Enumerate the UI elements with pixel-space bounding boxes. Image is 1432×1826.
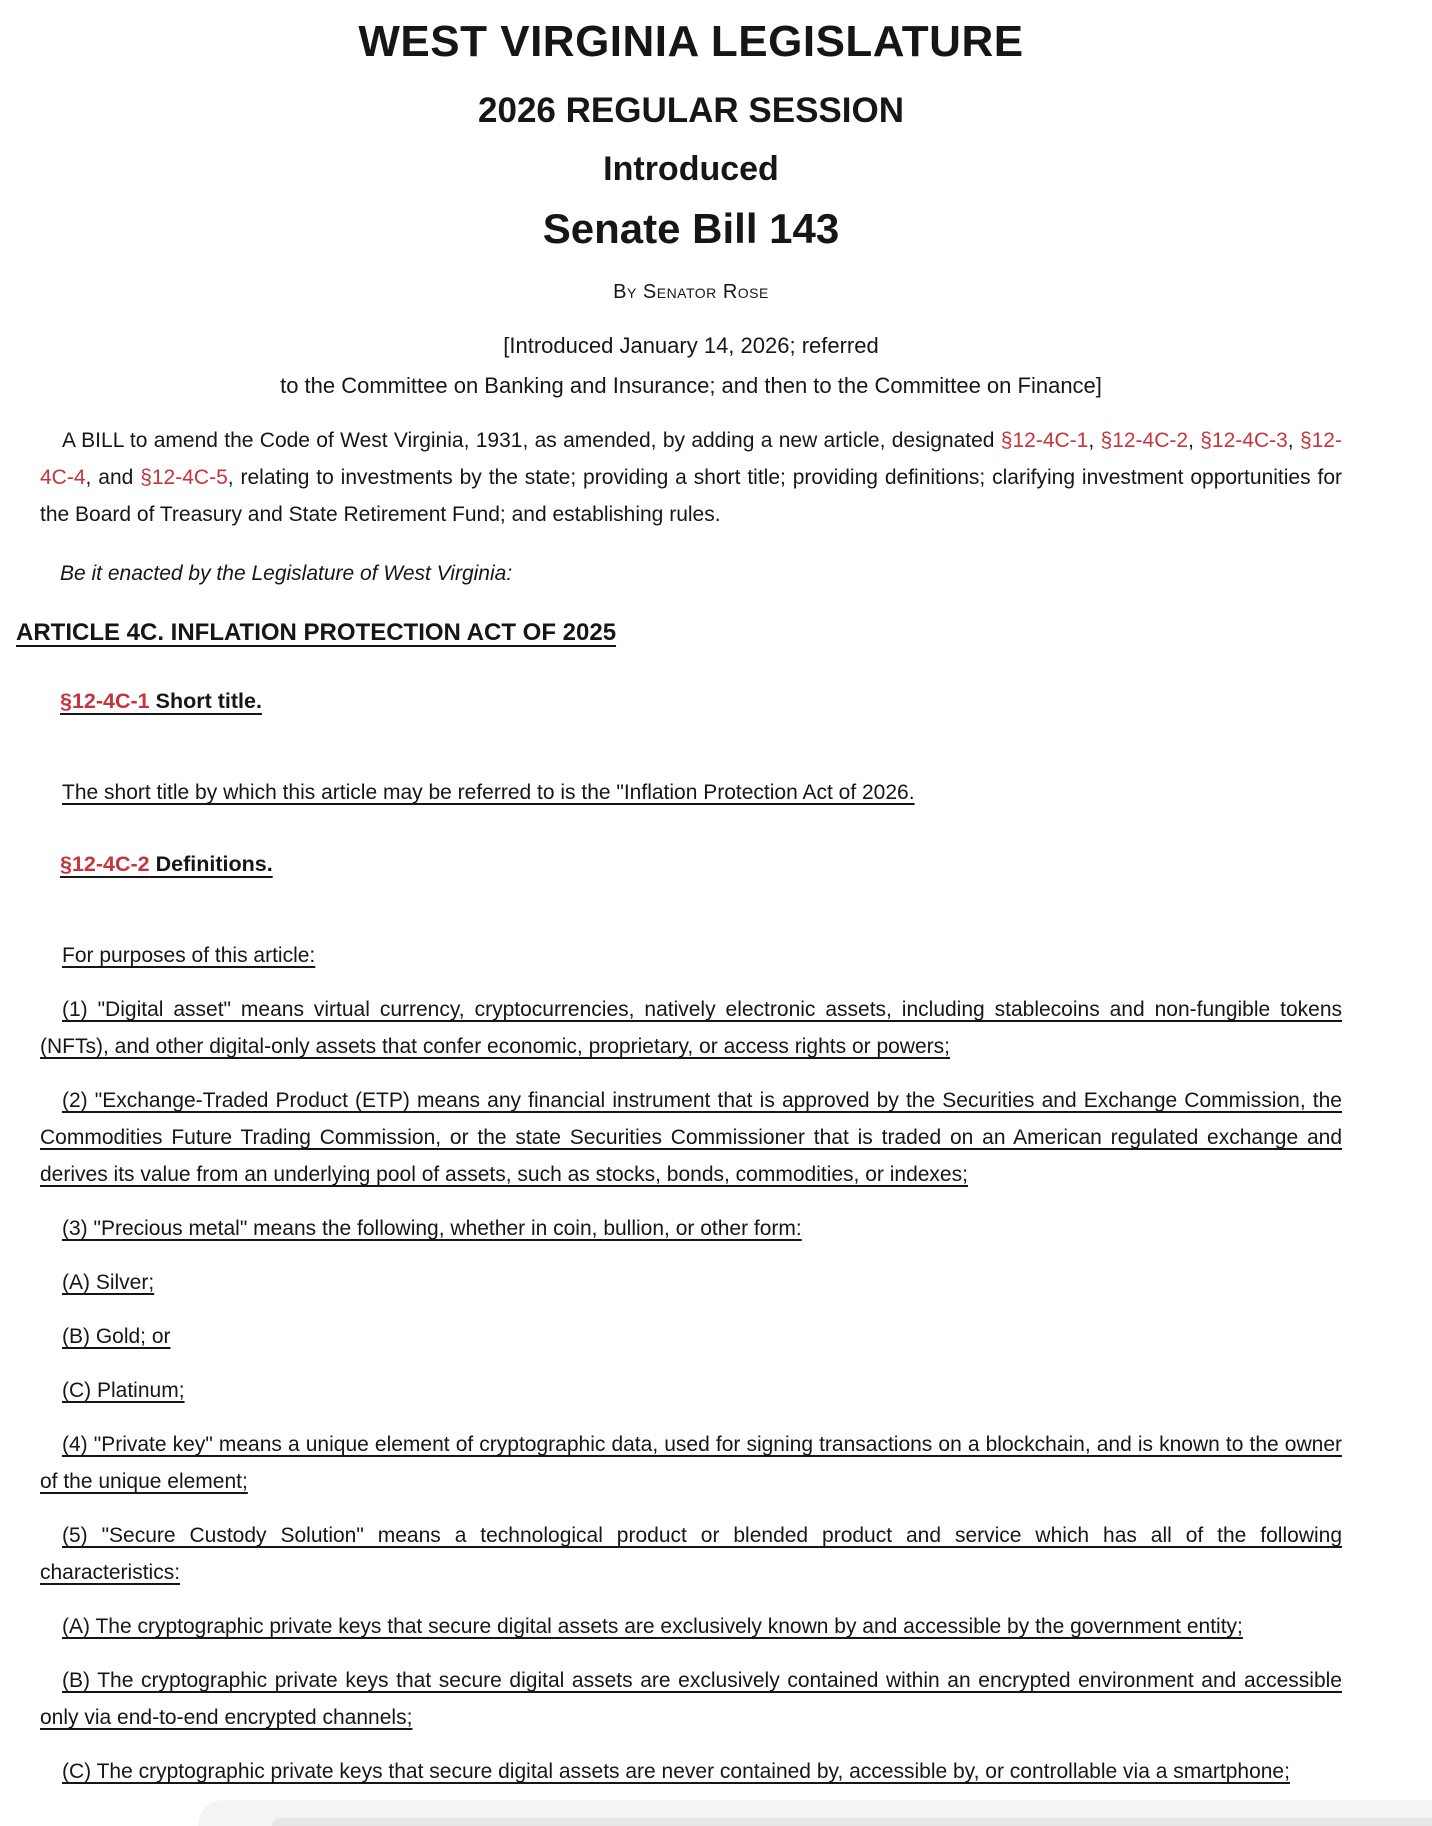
- bill-digest: [40, 422, 1342, 533]
- section-heading: [60, 849, 1342, 879]
- bill-paragraph: (2) "Exchange-Traded Product (ETP) means any financial instrument that is approved by the Securities and Exchange Commission, the Commodities Future Trading Commission, or the state Securities Commissioner that is traded on an American regulated exchange and derives its value from an underlying pool of assets, such as stocks, bonds, commodities, or indexes;: [40, 1089, 1342, 1186]
- code-section-ref[interactable]: §12-4C-1: [1000, 429, 1089, 452]
- article-body: [40, 686, 1342, 1790]
- bill-paragraph: (1) "Digital asset" means virtual currency, cryptocurrencies, natively electronic assets, including stablecoins and non-fungible tokens (NFTs), and other digital-only assets that confer economic, proprietary, or access rights or powers;: [40, 998, 1342, 1058]
- footer-bar: [272, 1818, 1432, 1826]
- referral-line-1: [Introduced January 14, 2026; referred: [503, 333, 879, 358]
- session-title: 2026 REGULAR SESSION: [478, 91, 904, 130]
- referral-line-2: to the Committee on Banking and Insurance; and then to the Committee on Finance]: [280, 373, 1102, 398]
- bill-paragraph: (3) "Precious metal" means the following, whether in coin, bullion, or other form:: [62, 1217, 802, 1240]
- section-title: Short title.: [149, 689, 262, 713]
- bill-paragraph: (B) Gold; or: [62, 1325, 171, 1348]
- digest-text: ,: [1188, 429, 1201, 452]
- bill-paragraph: (4) "Private key" means a unique element of cryptographic data, used for signing transactions on a blockchain, and is known to the owner of the unique element;: [40, 1433, 1342, 1493]
- referral-note: [40, 326, 1342, 406]
- article-heading: ARTICLE 4C. INFLATION PROTECTION ACT OF 2025: [16, 619, 617, 646]
- enacting-clause: Be it enacted by the Legislature of West Virginia:: [60, 562, 513, 585]
- code-section-ref[interactable]: §12-4C-1: [60, 689, 150, 713]
- footer-overlay: [198, 1800, 1432, 1826]
- bill-number-title: Senate Bill 143: [542, 205, 840, 252]
- code-section-ref[interactable]: §12-4C-5: [140, 466, 228, 489]
- bill-paragraph: The short title by which this article may be referred to is the "Inflation Protection Act of 2026.: [62, 781, 915, 804]
- digest-text: A BILL to amend the Code of West Virginia, 1931, as amended, by adding a new article, designated: [62, 429, 1001, 452]
- section-title: Definitions.: [149, 852, 273, 876]
- code-section-ref[interactable]: §12-4C-4: [40, 429, 1342, 489]
- digest-text: ,: [1287, 429, 1300, 452]
- code-section-ref[interactable]: §12-4C-2: [60, 852, 150, 876]
- digest-text: , relating to investments by the state; providing a short title; providing definitions; clarifying investment opportunities for the Board of Treasury and State Retirement Fund; and establishing rules.: [40, 466, 1342, 526]
- sponsor-byline: By Senator Rose: [613, 281, 769, 303]
- bill-document-page: [0, 16, 1432, 1826]
- bill-paragraph: For purposes of this article:: [62, 944, 316, 967]
- bill-paragraph: (B) The cryptographic private keys that secure digital assets are exclusively contained within an encrypted environment and accessible only via end-to-end encrypted channels;: [40, 1669, 1342, 1729]
- bill-header: [40, 16, 1342, 406]
- bill-paragraph: (A) Silver;: [62, 1271, 155, 1294]
- section-heading: [60, 686, 1342, 716]
- bill-paragraph: (A) The cryptographic private keys that secure digital assets are exclusively known by and accessible by the government entity;: [62, 1615, 1243, 1638]
- code-section-ref[interactable]: §12-4C-2: [1100, 429, 1189, 452]
- bill-paragraph: (C) Platinum;: [62, 1379, 185, 1402]
- bill-paragraph: (5) "Secure Custody Solution" means a technological product or blended product and service which has all of the following characteristics:: [40, 1524, 1342, 1584]
- code-section-ref[interactable]: §12-4C-3: [1200, 429, 1288, 452]
- legislature-title: WEST VIRGINIA LEGISLATURE: [358, 17, 1024, 66]
- digest-text: ,: [1088, 429, 1101, 452]
- bill-paragraph: (C) The cryptographic private keys that secure digital assets are never contained by, accessible by, or controllable via a smartphone;: [62, 1760, 1290, 1783]
- digest-text: , and: [85, 466, 141, 489]
- bill-stage: Introduced: [603, 150, 779, 188]
